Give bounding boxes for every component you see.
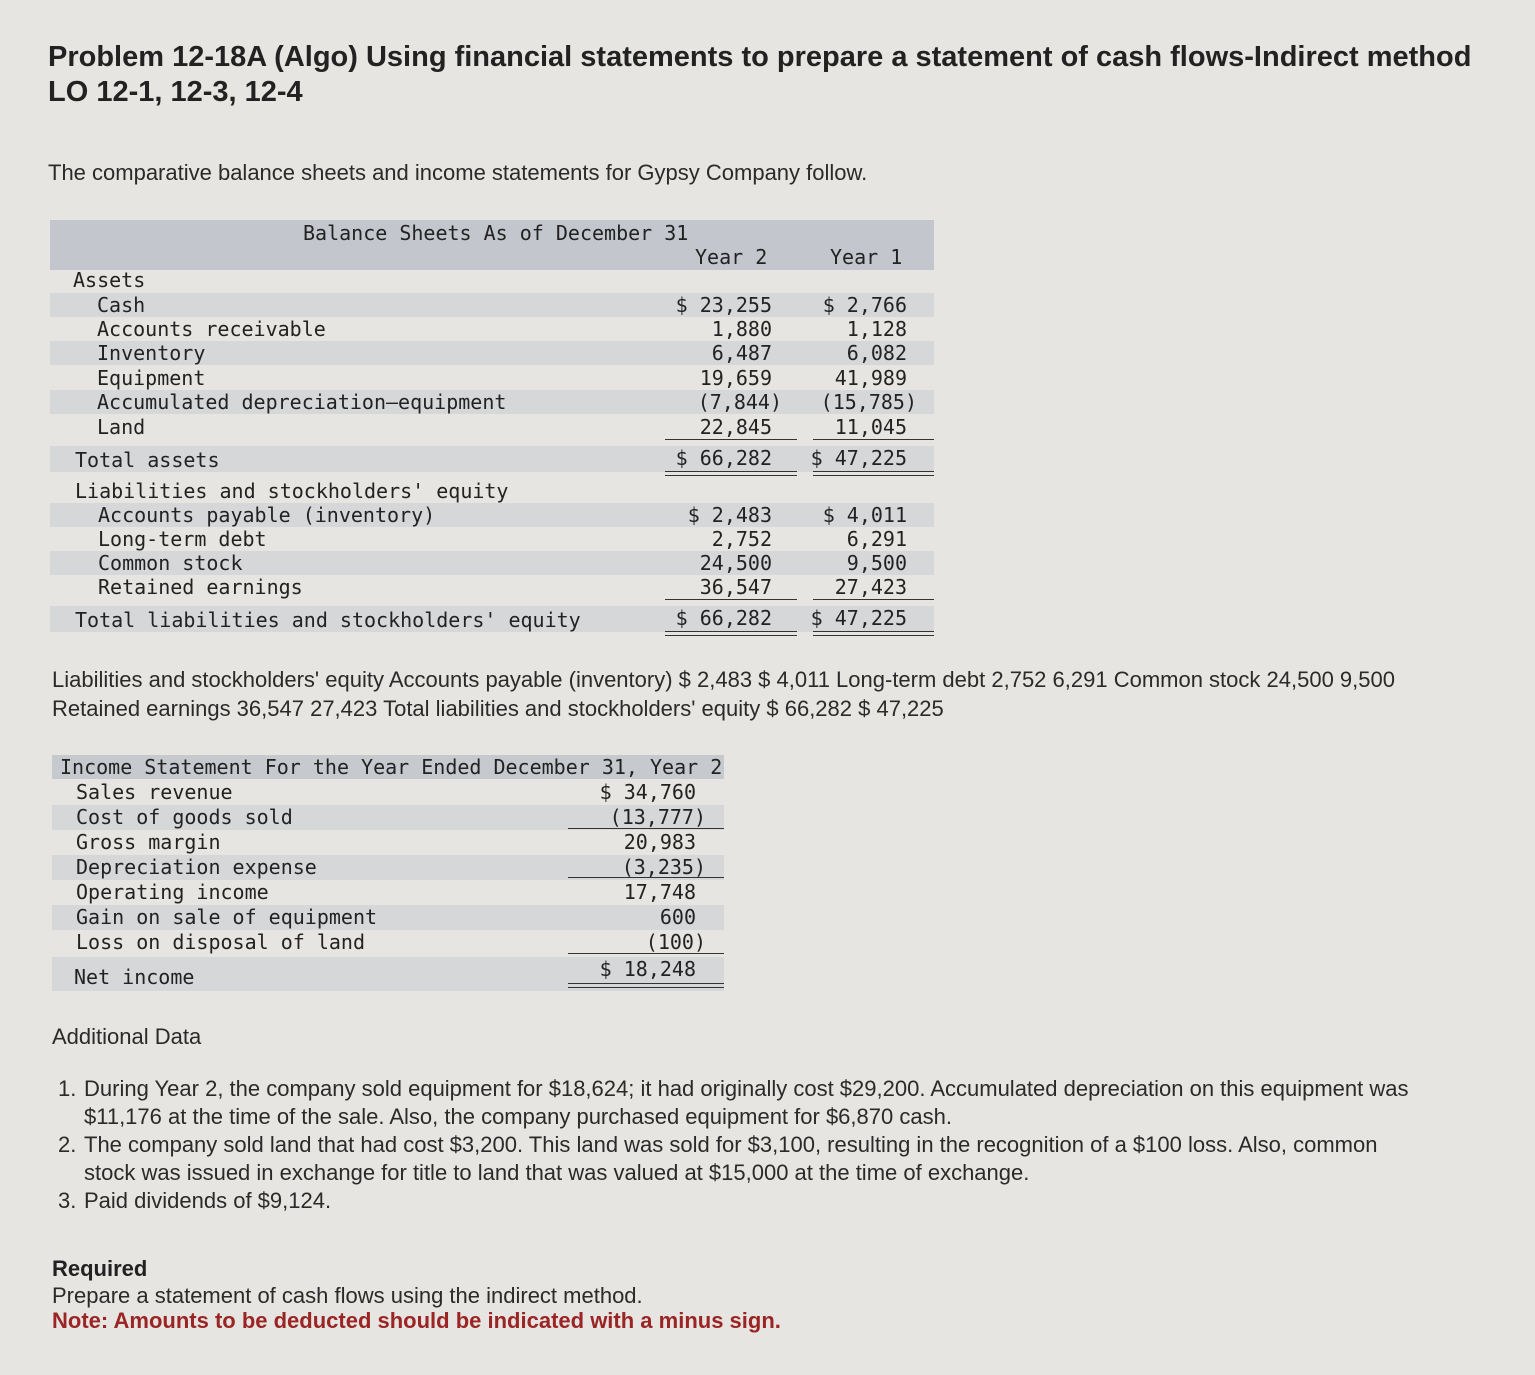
subtotal-rule <box>665 439 797 440</box>
note-text: Note: Amounts to be deducted should be indicated with a minus sign. <box>52 1308 781 1333</box>
table-row <box>50 366 934 390</box>
row-label: Common stock <box>98 551 243 575</box>
row-value-year2: 1,880 <box>711 317 772 341</box>
row-value-year1: 1,128 <box>846 317 907 341</box>
assets-heading-row <box>50 268 934 292</box>
row-value-year2: (7,844) <box>697 390 782 414</box>
total-double-rule <box>665 631 797 636</box>
intro-text: The comparative balance sheets and income statements for Gypsy Company follow. <box>48 160 868 185</box>
table-row <box>50 575 934 599</box>
table-row <box>52 905 724 930</box>
row-value-year1: 27,423 <box>834 575 907 599</box>
row-value-year1: 11,045 <box>834 415 907 439</box>
row-label: Gain on sale of equipment <box>76 905 378 929</box>
total-assets-year2: $ 66,282 <box>675 446 772 470</box>
problem-title: Problem 12-18A (Algo) Using financial statements to prepare a statement of cash flows-Indirect method LO 12-1, 12-3, 12-4 <box>48 41 1472 108</box>
row-value: $ 34,760 <box>599 780 696 804</box>
table-row <box>50 415 934 439</box>
row-label: Depreciation expense <box>76 855 317 879</box>
subtotal-rule <box>568 828 724 829</box>
total-liabilities-label: Total liabilities and stockholders' equity <box>75 608 581 632</box>
row-value-year1: 9,500 <box>846 551 907 575</box>
row-label: Inventory <box>97 341 206 365</box>
net-income-label: Net income <box>74 965 195 989</box>
table-row <box>52 780 724 805</box>
duplicate-liabilities-paragraph: Liabilities and stockholders' equity Accounts payable (inventory) $ 2,483 $ 4,011 Long-term debt 2,752 6,291 Common stock 24,500 9,500 Retained earnings 36,547 27,423 Total liabilities and stockholders' equity $ 66,282 $ 47,225 <box>52 667 1395 721</box>
list-item <box>58 1187 1418 1215</box>
table-row <box>50 317 934 341</box>
row-label: Equipment <box>97 366 206 390</box>
row-label: Gross margin <box>76 830 221 854</box>
row-label: Cash <box>97 293 146 317</box>
row-label: Sales revenue <box>76 780 233 804</box>
row-value-year1: $ 2,766 <box>822 293 907 317</box>
row-value-year1: (15,785) <box>820 390 917 414</box>
row-value: 600 <box>659 905 696 929</box>
list-item <box>58 1075 1418 1131</box>
table-row <box>50 503 934 527</box>
row-value-year2: 22,845 <box>699 415 772 439</box>
subtotal-rule <box>665 599 797 600</box>
row-value: (13,777) <box>609 805 706 829</box>
table-row <box>52 930 724 955</box>
subtotal-rule <box>568 877 724 878</box>
liabilities-heading-row <box>50 479 934 503</box>
row-label: Accounts payable (inventory) <box>98 503 436 527</box>
total-assets-label: Total assets <box>75 448 220 472</box>
table-row <box>52 805 724 830</box>
row-value-year2: 6,487 <box>711 341 772 365</box>
list-number: 2. <box>58 1132 77 1157</box>
table-row <box>50 551 934 575</box>
row-value-year2: 24,500 <box>699 551 772 575</box>
total-assets-year1: $ 47,225 <box>810 446 907 470</box>
balance-sheet-table <box>50 220 935 640</box>
required-title: Required <box>52 1256 148 1281</box>
list-number: 1. <box>58 1076 77 1101</box>
total-liabilities-row <box>50 606 934 632</box>
list-item-text: The company sold land that had cost $3,200. This land was sold for $3,100, resulting in the recognition of a $100 loss. Also, common stock was issued in exchange for title to land that was valued at $15,000 at the time of exchange. <box>84 1132 1378 1185</box>
row-value-year2: 36,547 <box>699 575 772 599</box>
total-double-rule <box>568 983 724 988</box>
list-item-text: Paid dividends of $9,124. <box>84 1188 332 1213</box>
row-label: Accumulated depreciation—equipment <box>97 390 507 414</box>
total-double-rule <box>813 631 934 636</box>
table-row <box>50 341 934 365</box>
income-statement-table <box>52 755 727 995</box>
balance-sheet-title: Balance Sheets As of December 31 <box>303 221 689 245</box>
liabilities-heading: Liabilities and stockholders' equity <box>75 479 509 503</box>
table-row <box>50 293 934 317</box>
row-value: (3,235) <box>621 855 706 879</box>
row-value-year2: $ 2,483 <box>687 503 772 527</box>
column-year2-header: Year 2 <box>695 245 768 269</box>
additional-data-list <box>58 1075 1418 1215</box>
table-row <box>50 527 934 551</box>
required-text: Prepare a statement of cash flows using the indirect method. <box>52 1283 643 1308</box>
list-number: 3. <box>58 1188 77 1213</box>
list-item-text: During Year 2, the company sold equipment for $18,624; it had originally cost $29,200. Accumulated depreciation on this equipment was $11,176 at the time of the sale. Also, the company purchased equipment for $6,870 cash. <box>84 1076 1409 1129</box>
row-label: Retained earnings <box>98 575 303 599</box>
total-liabilities-year1: $ 47,225 <box>810 606 907 630</box>
row-label: Accounts receivable <box>97 317 326 341</box>
table-row <box>52 830 724 855</box>
row-value-year1: 6,082 <box>846 341 907 365</box>
row-value-year2: $ 23,255 <box>675 293 772 317</box>
total-assets-row <box>50 446 934 472</box>
row-label: Loss on disposal of land <box>76 930 365 954</box>
row-value: (100) <box>645 930 706 954</box>
row-label: Cost of goods sold <box>76 805 293 829</box>
row-value-year2: 2,752 <box>711 527 772 551</box>
table-row <box>52 880 724 905</box>
subtotal-rule <box>813 439 934 440</box>
row-label: Land <box>97 415 146 439</box>
total-double-rule <box>665 471 797 476</box>
total-double-rule <box>813 471 934 476</box>
row-value: 17,748 <box>623 880 696 904</box>
additional-data-title: Additional Data <box>52 1024 202 1049</box>
income-statement-title: Income Statement For the Year Ended December 31, Year 2 <box>60 755 723 779</box>
subtotal-rule <box>813 599 934 600</box>
table-row <box>50 390 934 414</box>
subtotal-rule <box>568 953 724 954</box>
net-income-value: $ 18,248 <box>599 957 696 981</box>
row-value-year1: 41,989 <box>834 366 907 390</box>
total-liabilities-year2: $ 66,282 <box>675 606 772 630</box>
row-label: Operating income <box>76 880 269 904</box>
row-value-year1: $ 4,011 <box>822 503 907 527</box>
row-label: Long-term debt <box>98 527 267 551</box>
column-year1-header: Year 1 <box>830 245 903 269</box>
row-value-year2: 19,659 <box>699 366 772 390</box>
row-value-year1: 6,291 <box>846 527 907 551</box>
assets-heading: Assets <box>73 268 146 292</box>
row-value: 20,983 <box>623 830 696 854</box>
list-item <box>58 1131 1418 1187</box>
